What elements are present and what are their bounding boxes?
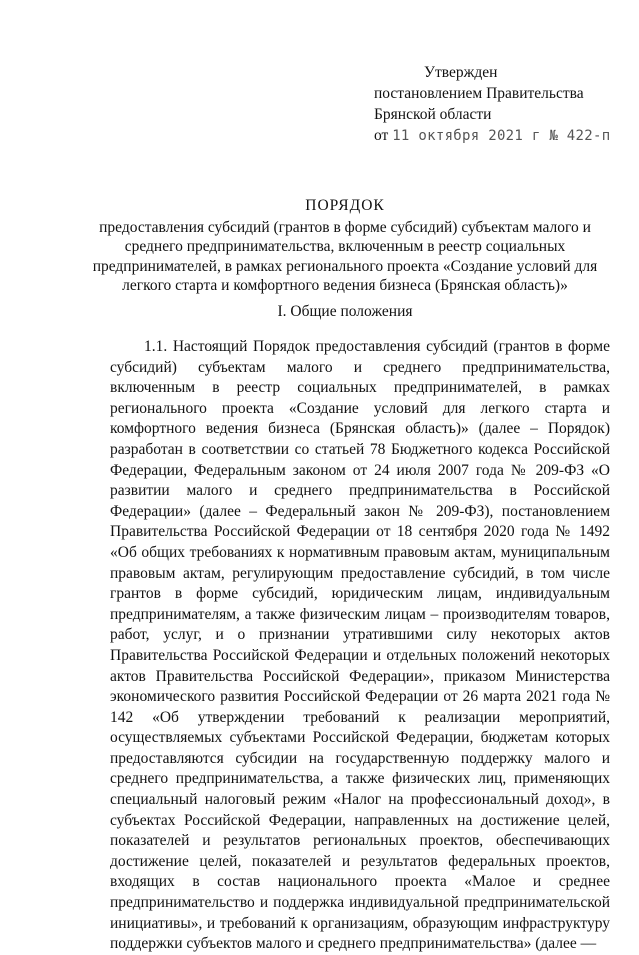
approval-line-date (374, 125, 624, 147)
approval-line-resolution: постановлением Правительства (374, 85, 584, 102)
approval-stamp (374, 62, 624, 147)
section-heading: I. Общие положения (277, 303, 413, 320)
document-title: ПОРЯДОК (305, 197, 385, 214)
approval-date-handwritten: 11 октября 2021 г № 422-п (392, 128, 611, 144)
body-paragraph: 1.1. Настоящий Порядок предоставления субсидий (грантов в форме субсидий) субъектам малого и среднего предпринимательства, включенным в реестр социальных предпринимателей, в рамках регионального проекта «Создание условий для легкого старта и комфортного ведения бизнеса (Брянская область)» (далее – Порядок) разработан в соответствии со статьей 78 Бюджетного кодекса Российской Федерации, Федеральным законом от 24 июля 2007 года № 209-ФЗ «О развитии малого и среднего предпринимательства в Российской Федерации» (далее – Федеральный закон № 209-ФЗ), постановлением Правительства Российской Федерации от 18 сентября 2020 года № 1492 «Об общих требованиях к нормативным правовым актам, муниципальным правовым актам, регулирующим предоставление субсидий, в том числе грантов в форме субсидий, юридическим лицам, индивидуальным предпринимателям, а также физическим лицам – производителям товаров, работ, услуг, и о признании утратившими силу некоторых актов Правительства Российской Федерации и отдельных положений некоторых актов Правительства Российской Федерации», приказом Министерства экономического развития Российской Федерации от 26 марта 2021 года № 142 «Об утверждении требований к реализации мероприятий, осуществляемых субъектами Российской Федерации, бюджетам которых предоставляются субсидии на государственную поддержку малого и среднего предпринимательства, а также физических лиц, применяющих специальный налоговый режим «Налог на профессиональный доход», в субъектах Российской Федерации, направленных на достижение целей, показателей и результатов региональных проектов, обеспечивающих достижение целей, показателей и результатов федеральных проектов, входящих в состав национального проекта «Малое и среднее предпринимательство и поддержка индивидуальной предпринимательской инициативы», и требований к организациям, образующим инфраструктуру поддержки субъектов малого и среднего предпринимательства» (далее — (110, 338, 610, 953)
approval-date-prefix: от (374, 127, 389, 144)
approval-line-region: Брянской области (374, 106, 492, 123)
document-title-block (80, 196, 610, 296)
approval-line-approved: Утвержден (424, 64, 498, 81)
document-subtitle: предоставления субсидий (грантов в форме субсидий) субъектам малого и среднего предпринимательства, включенным в реестр социальных предпринимателей, в рамках регионального проекта «Создание условий для легкого старта и комфортного ведения бизнеса (Брянская область)» (92, 218, 598, 294)
